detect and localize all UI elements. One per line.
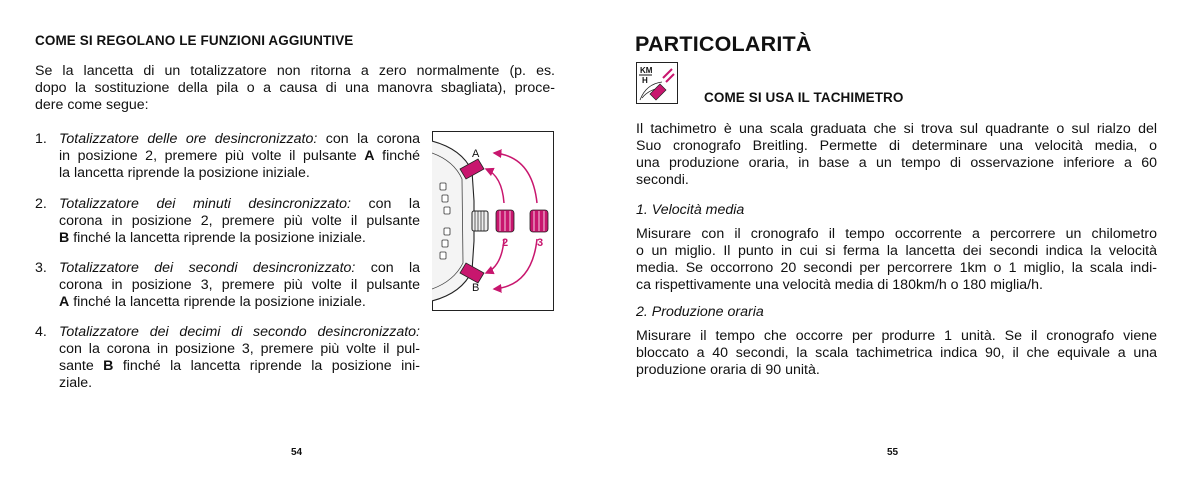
text-line: produzione oraria di 90 unità. [636, 362, 820, 378]
italic-term: Totalizzatore dei minuti desincronizzato: [59, 196, 351, 212]
list-line: B finché la lancetta riprende la posizione iniziale. [59, 230, 366, 246]
text-line: ca rispettivamente una velocità media di 180km/h o 180 miglia/h. [636, 277, 1043, 293]
left-page [0, 0, 595, 482]
page-number: 54 [291, 447, 303, 458]
list-number: 1. [35, 131, 47, 147]
list-line: la lancetta riprende la posizione iniziale. [59, 165, 310, 181]
pusher-label: B [59, 230, 70, 246]
text-line: o un miglio. Il punto in cui si ferma la lancetta dei secondi indica la velocità [636, 243, 1157, 259]
text-line: media. Se occorrono 20 secondi per percorrere 1km o 1 miglio, la scala indi- [636, 260, 1157, 276]
svg-text:H: H [642, 76, 648, 85]
pusher-label: B [103, 358, 114, 374]
text-line: Misurare il tempo che occorre per produrre 1 unità. Se il cronografo viene [636, 328, 1157, 344]
list-line: Totalizzatore dei secondi desincronizzato: con la [59, 260, 420, 276]
text-line: una produzione oraria, in base a un tempo di osservazione inferiore a 60 [636, 155, 1157, 171]
label-a: A [472, 148, 480, 160]
section-2-title: 2. Produzione oraria [636, 304, 764, 320]
list-line: corona in posizione 2, premere più volte il pulsante [59, 213, 420, 229]
section-heading: COME SI REGOLANO LE FUNZIONI AGGIUNTIVE [35, 33, 354, 48]
label-3: 3 [536, 237, 544, 249]
section-1-title: 1. Velocità media [636, 202, 745, 218]
list-number: 3. [35, 260, 47, 276]
list-line: Totalizzatore delle ore desincronizzato: con la corona [59, 131, 420, 147]
page-title: PARTICOLARITÀ [635, 32, 812, 56]
page-number: 55 [887, 447, 899, 458]
italic-term: Totalizzatore dei decimi di secondo desincronizzato: [59, 324, 420, 340]
pusher-label: A [364, 148, 375, 164]
list-line: con la corona in posizione 3, premere più volte il pul- [59, 341, 420, 357]
italic-term: Totalizzatore dei secondi desincronizzato: [59, 260, 356, 276]
svg-text:KM: KM [640, 66, 653, 75]
list-line: in posizione 2, premere più volte il pulsante A finché [59, 148, 420, 164]
text-line: Se la lancetta di un totalizzatore non ritorna a zero normalmente (p. es. [35, 63, 555, 79]
list-number: 2. [35, 196, 47, 212]
chronograph-diagram [432, 131, 554, 311]
label-b: B [472, 282, 480, 294]
text-line: secondi. [636, 172, 689, 188]
list-line: ziale. [59, 375, 93, 391]
text-line: dopo la sostituzione della pila o a causa di una manovra sbagliata), proce- [35, 80, 555, 96]
list-line [59, 324, 420, 341]
tachymeter-icon [636, 62, 678, 104]
text-line: Il tachimetro è una scala graduata che si trova sul quadrante o sul rialzo del [636, 121, 1157, 137]
list-line: sante B finché la lancetta riprende la posizione ini- [59, 358, 420, 374]
text-line: dere come segue: [35, 97, 149, 113]
list-number: 4. [35, 324, 47, 340]
text-line: Suo cronografo Breitling. Permette di determinare una velocità media, o [636, 138, 1157, 154]
text-line: Misurare con il cronografo il tempo occorrente a percorrere un chilometro [636, 226, 1157, 242]
pusher-label: A [59, 294, 70, 310]
subheading: COME SI USA IL TACHIMETRO [704, 90, 904, 105]
list-line: Totalizzatore dei minuti desincronizzato: con la [59, 196, 420, 212]
label-2: 2 [501, 237, 509, 249]
right-page [596, 0, 1191, 482]
italic-term: Totalizzatore delle ore desincronizzato: [59, 131, 318, 147]
list-line: A finché la lancetta riprende la posizione iniziale. [59, 294, 366, 310]
list-line: corona in posizione 3, premere più volte il pulsante [59, 277, 420, 293]
text-line: bloccato a 40 secondi, la scala tachimetrica indica 90, il che equivale a una [636, 345, 1157, 361]
